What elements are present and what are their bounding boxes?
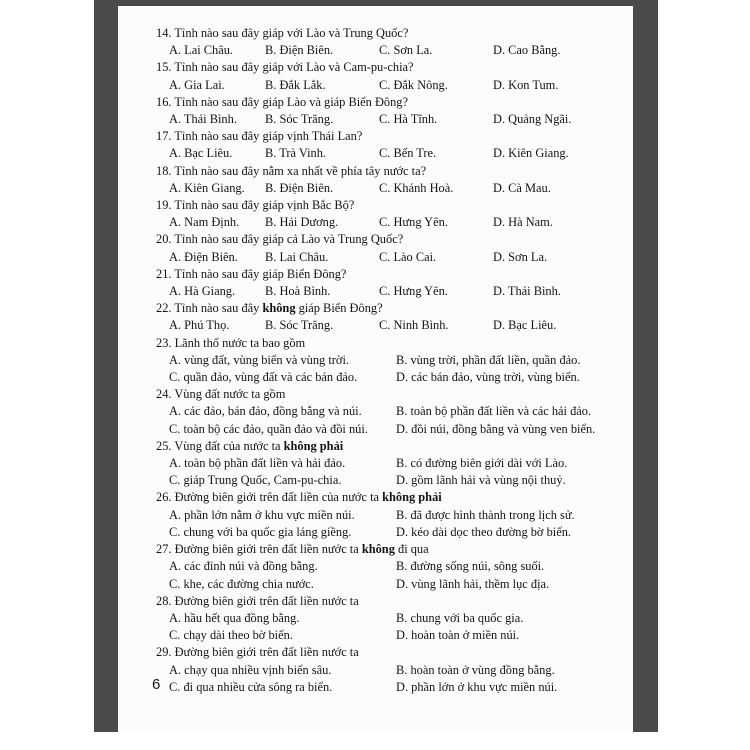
option-c: C. Hà Tĩnh. xyxy=(379,112,438,127)
option-b: B. Đắk Lắk. xyxy=(265,77,326,92)
option-a: A. Bạc Liêu. xyxy=(169,146,233,161)
option-b: B. Lai Châu. xyxy=(265,249,329,264)
question-options xyxy=(156,180,626,197)
stem-text: 27. Đường biên giới trên đất liền nước ta xyxy=(156,542,362,557)
question-list xyxy=(156,25,626,696)
option-d: D. Kon Tum. xyxy=(493,77,559,92)
option-a: A. chạy qua nhiều vịnh biển sâu. xyxy=(169,662,332,677)
question-options xyxy=(156,317,626,334)
question-stem: 16. Tỉnh nào sau đây giáp Lào và giáp Biển Đông? xyxy=(156,94,408,109)
question-stem xyxy=(156,489,626,506)
option-d: D. Cà Mau. xyxy=(493,180,551,195)
option-c: C. chạy dài theo bờ biển. xyxy=(169,628,293,643)
option-a: A. Lai Châu. xyxy=(169,43,234,58)
stem-emphasis: không xyxy=(262,301,296,316)
option-d: D. Cao Bằng. xyxy=(493,43,561,58)
option-a: A. phần lớn nằm ở khu vực miền núi. xyxy=(169,507,355,522)
option-d: D. các bán đảo, vùng trời, vùng biển. xyxy=(396,370,580,385)
option-d: D. kéo dài dọc theo đường bờ biển. xyxy=(396,524,572,539)
option-c: C. toàn bộ các đảo, quần đảo và đồi núi. xyxy=(169,421,368,436)
option-b: B. chung với ba quốc gia. xyxy=(396,610,524,625)
option-a: A. các đảo, bán đảo, đồng bằng và núi. xyxy=(169,404,362,419)
option-c: C. Sơn La. xyxy=(379,43,433,58)
option-b: B. Hải Dương. xyxy=(265,215,339,230)
stem-emphasis: không xyxy=(361,542,395,557)
question-options xyxy=(156,352,626,386)
option-d: D. vùng lãnh hải, thềm lục địa. xyxy=(396,576,550,591)
question-stem: 20. Tỉnh nào sau đây giáp cả Lào và Trung Quốc? xyxy=(156,232,404,247)
question-stem: 19. Tỉnh nào sau đây giáp vịnh Bắc Bộ? xyxy=(156,198,355,213)
question-stem: 15. Tỉnh nào sau đây giáp với Lào và Cam-pu-chia? xyxy=(156,60,414,75)
question-options xyxy=(156,42,626,59)
option-b: B. vùng trời, phần đất liền, quần đảo. xyxy=(396,352,581,367)
option-a: A. Nam Định. xyxy=(169,215,240,230)
option-d: D. Bạc Liêu. xyxy=(493,318,557,333)
question-options xyxy=(156,403,626,437)
question-stem: 21. Tỉnh nào sau đây giáp Biển Đông? xyxy=(156,266,347,281)
question-stem: 28. Đường biên giới trên đất liền nước ta xyxy=(156,593,359,608)
question-stem xyxy=(156,438,626,455)
option-a: A. Hà Giang. xyxy=(169,284,236,299)
stem-text: 26. Đường biên giới trên đất liền của nước ta xyxy=(156,490,383,505)
option-b: B. Sóc Trăng. xyxy=(265,112,334,127)
stem-emphasis: không phải xyxy=(382,490,442,505)
option-d: D. Thái Bình. xyxy=(493,284,561,299)
option-a: A. Gia Lai. xyxy=(169,77,225,92)
option-b: B. Hoà Bình. xyxy=(265,284,331,299)
option-c: C. giáp Trung Quốc, Cam-pu-chia. xyxy=(169,473,342,488)
question-options xyxy=(156,145,626,162)
option-b: B. có đường biên giới dài với Lào. xyxy=(396,456,568,471)
question-options xyxy=(156,455,626,489)
stem-text: đi qua xyxy=(394,542,429,557)
question-stem: 17. Tỉnh nào sau đây giáp vịnh Thái Lan? xyxy=(156,129,363,144)
question-options xyxy=(156,558,626,592)
question-stem: 24. Vùng đất nước ta gồm xyxy=(156,387,286,402)
option-a: A. Phú Thọ. xyxy=(169,318,230,333)
option-b: B. Trà Vinh. xyxy=(265,146,327,161)
option-c: C. Bến Tre. xyxy=(379,146,437,161)
question-stem: 14. Tỉnh nào sau đây giáp với Lào và Trung Quốc? xyxy=(156,26,409,40)
option-c: C. Hưng Yên. xyxy=(379,215,448,230)
page-number: 6 xyxy=(152,676,161,693)
option-c: C. quần đảo, vùng đất và các bán đảo. xyxy=(169,370,358,385)
viewer-frame-left xyxy=(94,0,118,732)
question-options xyxy=(156,249,626,266)
option-c: C. Khánh Hoà. xyxy=(379,180,454,195)
question-options xyxy=(156,214,626,231)
document-page xyxy=(118,6,633,732)
option-a: A. Thái Bình. xyxy=(169,112,237,127)
stem-text: 25. Vùng đất của nước ta xyxy=(156,438,284,453)
option-c: C. khe, các đường chia nước. xyxy=(169,576,314,591)
question-options xyxy=(156,283,626,300)
option-d: D. gồm lãnh hải và vùng nội thuỷ. xyxy=(396,473,566,488)
option-b: B. Điện Biên. xyxy=(265,180,334,195)
question-options xyxy=(156,610,626,644)
option-a: A. các đỉnh núi và đồng bằng. xyxy=(169,559,318,574)
option-b: B. hoàn toàn ở vùng đồng bằng. xyxy=(396,662,555,677)
option-d: D. Kiên Giang. xyxy=(493,146,569,161)
option-b: B. đã được hình thành trong lịch sử. xyxy=(396,507,575,522)
option-a: A. hầu hết qua đồng bằng. xyxy=(169,610,300,625)
question-options xyxy=(156,507,626,541)
option-d: D. Hà Nam. xyxy=(493,215,553,230)
option-d: D. hoàn toàn ở miền núi. xyxy=(396,628,520,643)
question-options xyxy=(156,77,626,94)
option-a: A. Điện Biên. xyxy=(169,249,238,264)
question-options xyxy=(156,111,626,128)
option-c: C. Hưng Yên. xyxy=(379,284,448,299)
option-c: C. Lào Cai. xyxy=(379,249,437,264)
option-d: D. Sơn La. xyxy=(493,249,548,264)
stem-emphasis: không phải xyxy=(283,438,344,453)
question-stem: 23. Lãnh thổ nước ta bao gồm xyxy=(156,335,306,350)
option-b: B. toàn bộ phần đất liền và các hải đảo. xyxy=(396,404,592,419)
option-c: C. Ninh Bình. xyxy=(379,318,449,333)
question-stem xyxy=(156,541,626,558)
question-stem: 29. Đường biên giới trên đất liền nước ta xyxy=(156,645,359,660)
option-b: B. Sóc Trăng. xyxy=(265,318,334,333)
option-d: D. phần lớn ở khu vực miền núi. xyxy=(396,679,558,694)
option-a: A. toàn bộ phần đất liền và hải đảo. xyxy=(169,456,346,471)
option-d: D. Quảng Ngãi. xyxy=(493,112,572,127)
stem-text: 22. Tỉnh nào sau đây xyxy=(156,301,263,316)
option-b: B. đường sống núi, sông suối. xyxy=(396,559,545,574)
option-c: C. chung với ba quốc gia láng giềng. xyxy=(169,524,352,539)
stem-text: giáp Biển Đông? xyxy=(295,301,383,316)
question-stem xyxy=(156,300,626,317)
option-a: A. vùng đất, vùng biển và vùng trời. xyxy=(169,352,349,367)
option-b: B. Điện Biên. xyxy=(265,43,334,58)
option-d: D. đồi núi, đồng bằng và vùng ven biển. xyxy=(396,421,596,436)
question-options xyxy=(156,662,626,696)
question-stem: 18. Tỉnh nào sau đây nằm xa nhất về phía tây nước ta? xyxy=(156,163,427,178)
option-a: A. Kiên Giang. xyxy=(169,180,245,195)
option-c: C. Đắk Nông. xyxy=(379,77,448,92)
option-c: C. đi qua nhiều cửa sông ra biển. xyxy=(169,679,333,694)
